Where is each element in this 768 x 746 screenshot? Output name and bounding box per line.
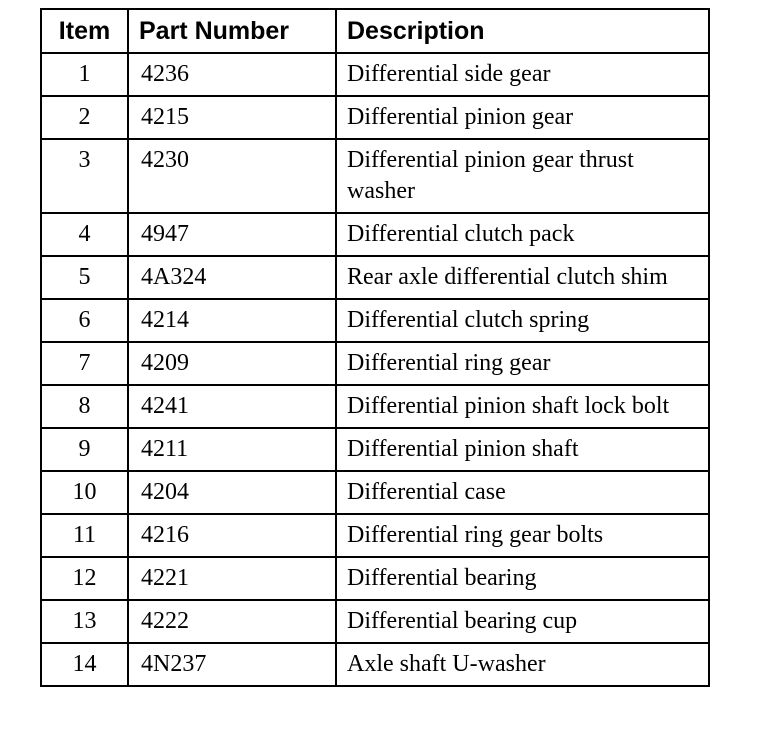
table-row	[41, 557, 709, 600]
part-number-cell: 4221	[128, 557, 336, 600]
table-row	[41, 643, 709, 686]
description-cell: Differential ring gear bolts	[336, 514, 709, 557]
item-cell: 3	[41, 139, 128, 213]
item-cell: 8	[41, 385, 128, 428]
description-cell: Differential case	[336, 471, 709, 514]
column-header-description: Description	[336, 9, 709, 53]
table-header-row	[41, 9, 709, 53]
table-row	[41, 256, 709, 299]
part-number-cell: 4204	[128, 471, 336, 514]
item-cell: 14	[41, 643, 128, 686]
description-cell: Differential pinion gear thrust washer	[336, 139, 709, 213]
table-row	[41, 139, 709, 213]
column-header-item: Item	[41, 9, 128, 53]
item-cell: 7	[41, 342, 128, 385]
item-cell: 1	[41, 53, 128, 96]
part-number-cell: 4209	[128, 342, 336, 385]
part-number-cell: 4A324	[128, 256, 336, 299]
table-row	[41, 385, 709, 428]
table-body	[41, 53, 709, 686]
item-cell: 9	[41, 428, 128, 471]
description-cell: Differential side gear	[336, 53, 709, 96]
description-cell: Differential clutch spring	[336, 299, 709, 342]
table-row	[41, 342, 709, 385]
description-cell: Differential pinion shaft	[336, 428, 709, 471]
table-row	[41, 471, 709, 514]
part-number-cell: 4222	[128, 600, 336, 643]
part-number-cell: 4214	[128, 299, 336, 342]
item-cell: 4	[41, 213, 128, 256]
parts-table	[40, 8, 710, 687]
table-row	[41, 53, 709, 96]
item-cell: 5	[41, 256, 128, 299]
table-row	[41, 428, 709, 471]
item-cell: 10	[41, 471, 128, 514]
description-cell: Axle shaft U-washer	[336, 643, 709, 686]
description-cell: Differential bearing	[336, 557, 709, 600]
description-cell: Differential clutch pack	[336, 213, 709, 256]
table-row	[41, 514, 709, 557]
item-cell: 12	[41, 557, 128, 600]
item-cell: 2	[41, 96, 128, 139]
description-cell: Rear axle differential clutch shim	[336, 256, 709, 299]
table-row	[41, 299, 709, 342]
part-number-cell: 4N237	[128, 643, 336, 686]
column-header-part-number: Part Number	[128, 9, 336, 53]
part-number-cell: 4230	[128, 139, 336, 213]
description-cell: Differential ring gear	[336, 342, 709, 385]
part-number-cell: 4236	[128, 53, 336, 96]
table-row	[41, 213, 709, 256]
part-number-cell: 4216	[128, 514, 336, 557]
part-number-cell: 4215	[128, 96, 336, 139]
item-cell: 6	[41, 299, 128, 342]
table-row	[41, 600, 709, 643]
description-cell: Differential bearing cup	[336, 600, 709, 643]
item-cell: 13	[41, 600, 128, 643]
description-cell: Differential pinion gear	[336, 96, 709, 139]
part-number-cell: 4947	[128, 213, 336, 256]
table-row	[41, 96, 709, 139]
part-number-cell: 4241	[128, 385, 336, 428]
description-cell: Differential pinion shaft lock bolt	[336, 385, 709, 428]
item-cell: 11	[41, 514, 128, 557]
part-number-cell: 4211	[128, 428, 336, 471]
